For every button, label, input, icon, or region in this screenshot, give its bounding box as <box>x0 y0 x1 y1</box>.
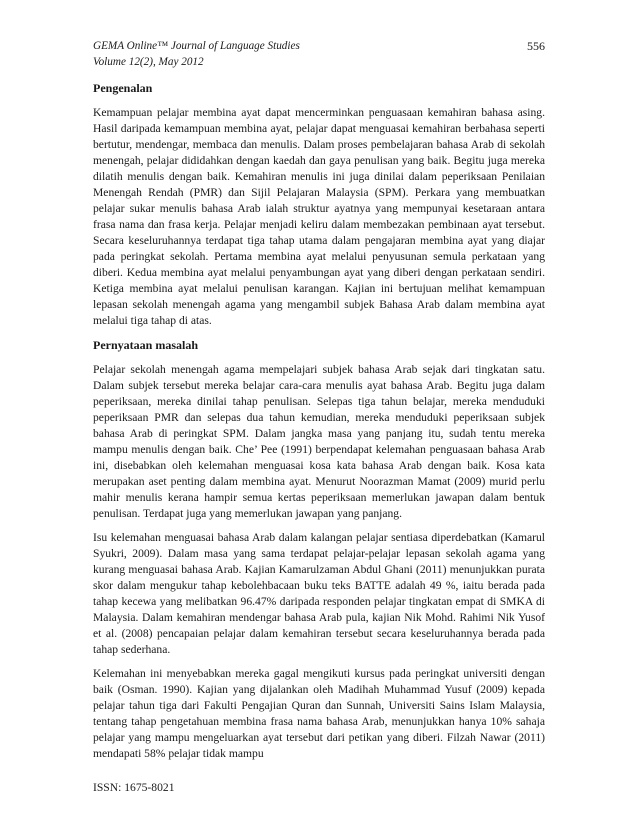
issn-footer: ISSN: 1675-8021 <box>93 781 175 794</box>
running-header <box>93 38 545 70</box>
page-number: 556 <box>527 39 545 53</box>
page-body <box>93 38 545 762</box>
paragraph-pengenalan: Kemampuan pelajar membina ayat dapat mencerminkan penguasaan kemahiran bahasa asing. Hasil daripada kemampuan membina ayat, pelajar dapat menguasai kemahiran berbahasa seperti bertutur, mendengar, membaca dan menulis. Dalam proses pembelajaran bahasa Arab di sekolah menengah, pelajar dididahkan dengan kaedah dan gaya penulisan yang baik. Begitu juga mereka dilatih menulis dengan baik. Kemahiran menulis ini juga dinilai dalam peperiksaan Penilaian Menengah Rendah (PMR) dan Sijil Pelajaran Malaysia (SPM). Perkara yang membuatkan pelajar sukar menulis bahasa Arab ialah struktur ayatnya yang mempunyai kesetaraan antara frasa nama dan frasa kerja. Pelajar menjadi keliru dalam membezakan pembinaan ayat tersebut. Secara keseluruhannya terdapat tiga tahap utama dalam pengajaran membina ayat yang diajar pada peringkat sekolah. Pertama membina ayat melalui penyusunan semula perkataan yang diberi. Kedua membina ayat melalui penyambungan ayat yang diberi dengan perkataan sendiri. Ketiga membina ayat melalui penulisan karangan. Kajian ini bertujuan melihat kemampuan lepasan sekolah menengah agama yang mengambil subjek Bahasa Arab dalam membina ayat melalui tiga tahap di atas. <box>93 106 545 327</box>
paragraph-masalah-1: Pelajar sekolah menengah agama mempelajari subjek bahasa Arab sejak dari tingkatan satu. Dalam subjek tersebut mereka belajar cara-cara menulis ayat bahasa Arab. Begitu juga dalam peperiksaan, mereka dinilai tahap penulisan. Selepas tiga tahun belajar, mereka menduduki peperiksaan PMR dan selepas dua tahun kemudian, mereka menduduki peperiksaan subjek bahasa Arab di peringkat SPM. Dalam jangka masa yang panjang itu, sudah tentu mereka mampu menulis dengan baik. Che’ Pee (1991) berpendapat kelemahan penguasaan bahasa Arab ini, disebabkan oleh kelemahan menguasai kosa kata bahasa Arab dengan baik. Kosa kata merupakan aset penting dalam membina ayat. Menurut Noorazman Mamat (2009) murid perlu mahir menulis kerana hampir semua kertas peperiksaan memerlukan jawapan dalam bentuk penulisan. Terdapat juga yang memerlukan jawapan yang panjang. <box>93 363 545 520</box>
journal-volume: Volume 12(2), May 2012 <box>93 56 204 68</box>
paragraph-masalah-3: Kelemahan ini menyebabkan mereka gagal mengikuti kursus pada peringkat universiti dengan baik (Osman. 1990). Kajian yang dijalankan oleh Madihah Muhammad Yusuf (2009) kepada pelajar tahun tiga dari Fakulti Pengajian Quran dan Sunnah, Universiti Sains Islam Malaysia, tentang tahap pengetahuan membina frasa nama bahasa Arab, menunjukkan hanya 10% sahaja pelajar yang mampu mengeluarkan ayat tersebut dari petikan yang diberi. Filzah Nawar (2011) mendapati 58% pelajar tidak mampu <box>93 667 545 760</box>
journal-title: GEMA Online™ Journal of Language Studies <box>93 40 300 52</box>
paragraph-masalah-2: Isu kelemahan menguasai bahasa Arab dalam kalangan pelajar sentiasa diperdebatkan (Kamarul Syukri, 2009). Dalam masa yang sama terdapat pelajar-pelajar lepasan sekolah agama yang kurang menguasai bahasa Arab. Kajian Kamarulzaman Abdul Ghani (2011) menunjukkan purata skor dalam mengukur tahap kebolehbacaan buku teks BATTE adalah 49 %, iaitu berada pada tahap kecewa yang melibatkan 96.47% daripada responden pelajar tingkatan empat di SMKA di Malaysia. Dalam kemahiran mendengar bahasa Arab pula, kajian Nik Mohd. Rahimi Nik Yusof et al. (2008) pencapaian pelajar dalam kemahiran tersebut secara keseluruhannya berada pada tahap sederhana. <box>93 531 545 656</box>
section-title-pengenalan: Pengenalan <box>93 81 153 95</box>
section-title-pernyataan-masalah: Pernyataan masalah <box>93 338 198 352</box>
